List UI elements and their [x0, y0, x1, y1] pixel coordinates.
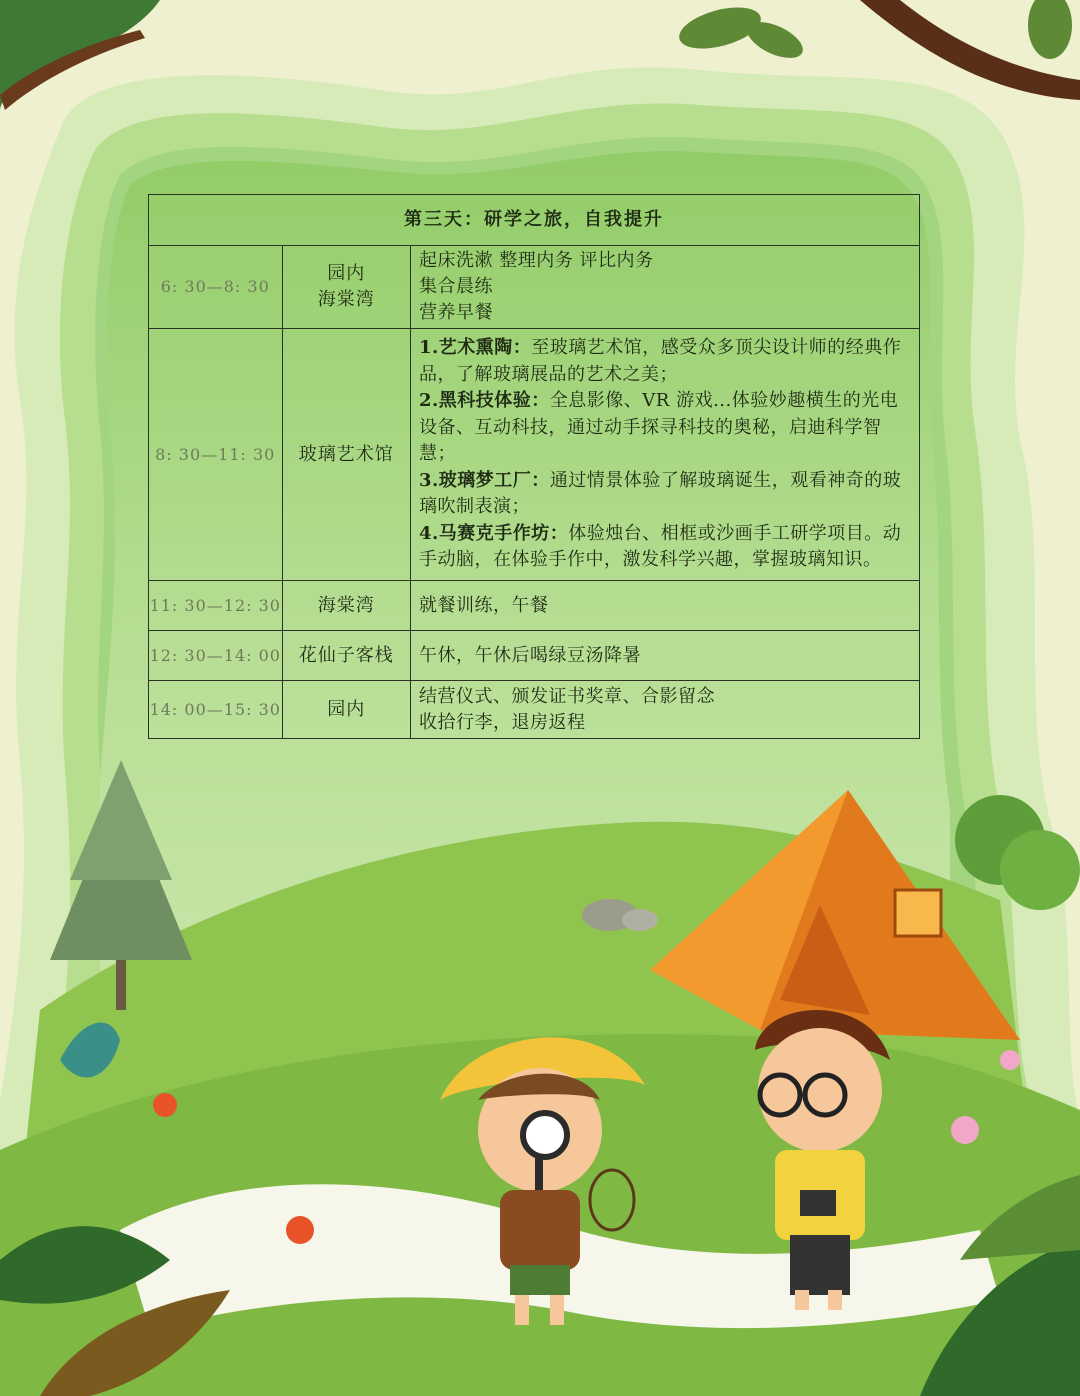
place-line: 海棠湾 — [317, 594, 375, 616]
activity-line: 起床洗漱 整理内务 评比内务 — [419, 250, 654, 271]
place-cell — [282, 246, 411, 329]
activity-line: 午休，午休后喝绿豆汤降暑 — [419, 644, 642, 666]
table-row — [149, 246, 920, 329]
place-line: 玻璃艺术馆 — [298, 443, 394, 465]
place-cell — [282, 631, 411, 681]
activity-cell — [411, 246, 920, 329]
activity-line: 就餐训练，午餐 — [419, 594, 549, 616]
activity-line: 收拾行李，退房返程 — [419, 711, 586, 733]
activity-cell — [411, 581, 920, 631]
place-cell — [282, 681, 411, 739]
place-line: 园内 — [327, 698, 366, 720]
place-cell — [282, 329, 411, 581]
activity-item-title: 4.马赛克手作坊： — [419, 522, 569, 544]
activity-item-text: 通过情景体验了解玻璃诞生，观看神奇的玻璃吹制表演； — [419, 469, 902, 518]
place-cell — [282, 581, 411, 631]
time-cell: 8: 30—11: 30 — [149, 329, 283, 581]
activity-cell — [411, 329, 920, 581]
activity-item-text: 全息影像、VR 游戏...体验妙趣横生的光电设备、互动科技，通过动手探寻科技的奥秘，启迪科学智慧； — [419, 390, 899, 465]
place-line: 园内 — [327, 263, 366, 284]
place-line: 海棠湾 — [317, 289, 375, 310]
time-cell: 11: 30—12: 30 — [149, 581, 283, 631]
activity-item-title: 2.黑科技体验： — [419, 390, 550, 412]
schedule-title: 第三天：研学之旅，自我提升 — [149, 195, 920, 246]
place-line: 花仙子客栈 — [298, 644, 394, 666]
table-row — [149, 631, 920, 681]
activity-line: 集合晨练 — [419, 276, 494, 297]
table-row — [149, 329, 920, 581]
schedule-table — [148, 194, 920, 739]
time-cell: 12: 30—14: 00 — [149, 631, 283, 681]
activity-line: 结营仪式、颁发证书奖章、合影留念 — [419, 685, 716, 707]
activity-item-text: 体验烛台、相框或沙画手工研学项目。动手动脑，在体验手作中，激发科学兴趣，掌握玻璃知识。 — [419, 522, 902, 571]
table-row — [149, 681, 920, 739]
time-cell: 14: 00—15: 30 — [149, 681, 283, 739]
activity-item-title: 3.玻璃梦工厂： — [419, 469, 550, 491]
activity-item-title: 1.艺术熏陶： — [419, 337, 532, 359]
time-cell: 6: 30—8: 30 — [149, 246, 283, 329]
activity-cell — [411, 681, 920, 739]
activity-line: 营养早餐 — [419, 302, 494, 323]
activity-item-text: 至玻璃艺术馆，感受众多顶尖设计师的经典作品，了解玻璃展品的艺术之美； — [419, 337, 902, 385]
table-row — [149, 581, 920, 631]
activity-cell — [411, 631, 920, 681]
